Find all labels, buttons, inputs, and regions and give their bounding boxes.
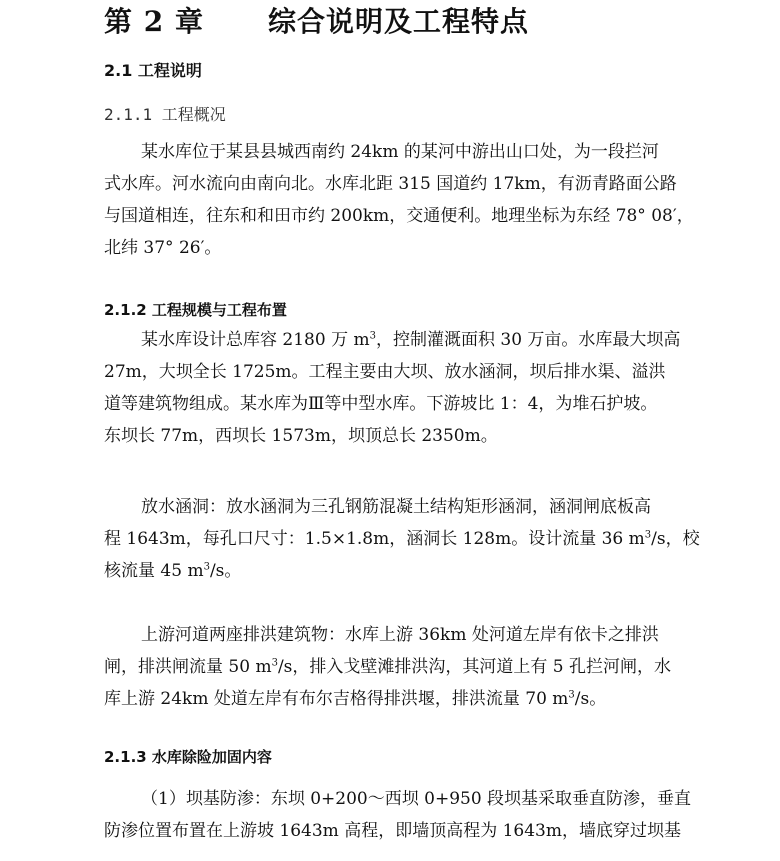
paragraph-line: 某水库位于某县县城西南约 24km 的某河中游出山口处，为一段拦河 [141,142,659,162]
paragraph-line: 27m，大坝全长 1725m。工程主要由大坝、放水涵洞，坝后排水渠、溢洪 [104,362,666,382]
section-heading-2-1-3: 2.1.3 水库除险加固内容 [104,748,272,766]
paragraph-line: 核流量 45 $m^3/s$。 [104,561,242,581]
paragraph-overview [104,136,710,264]
paragraph-line: 上游河道两座排洪建筑物：水库上游 36km 处河道左岸有依卡之排洪 [141,625,659,645]
paragraph-line: 某水库设计总库容 2180 万 $m^3$，控制灌溉面积 30 万亩。水库最大坝高 [141,330,681,350]
section-heading-2-1: 2.1 工程说明 [104,61,202,80]
chapter-title [104,0,529,40]
paragraph-flood-structures [104,619,710,715]
paragraph-line: 道等建筑物组成。某水库为Ⅲ等中型水库。下游坡比 1：4，为堆石护坡。 [104,394,658,414]
paragraph-line: 库上游 24km 处道左岸有布尔吉格得排洪堰，排洪流量 70 $m^3/s$。 [104,689,607,709]
paragraph-line: 北纬 37° 26′。 [104,238,222,258]
section-heading-2-1-1: 2.1.1 工程概况 [104,105,226,124]
paragraph-line: 东坝长 77m，西坝长 1573m，坝顶总长 2350m。 [104,426,498,446]
paragraph-line: 与国道相连，往东和和田市约 200km，交通便利。地理坐标为东经 78° 08′， [104,206,694,226]
paragraph-line: 闸，排洪闸流量 50 $m^3/s$，排入戈壁滩排洪沟，其河道上有 5 孔拦河闸，水 [104,657,672,677]
paragraph-line: 防渗位置布置在上游坡 1643m 高程，即墙顶高程为 1643m，墙底穿过坝基 [104,821,681,841]
paragraph-scale [104,324,710,452]
paragraph-line: 程 1643m，每孔口尺寸：1.5×1.8m，涵洞长 128m。设计流量 36 $m^3/s$，校 [104,529,700,549]
section-heading-2-1-2: 2.1.2 工程规模与工程布置 [104,301,287,319]
paragraph-line: 放水涵洞：放水涵洞为三孔钢筋混凝土结构矩形涵洞，涵洞闸底板高 [141,497,651,517]
chapter-number: 第 2 章 [104,5,204,38]
paragraph-culvert [104,491,710,587]
paragraph-reinforcement [104,783,710,847]
chapter-name: 综合说明及工程特点 [267,5,529,38]
paragraph-line: 式水库。河水流向由南向北。水库北距 315 国道约 17km，有沥青路面公路 [104,174,677,194]
paragraph-line: （1）坝基防渗：东坝 0+200～西坝 0+950 段坝基采取垂直防渗，垂直 [141,789,692,809]
